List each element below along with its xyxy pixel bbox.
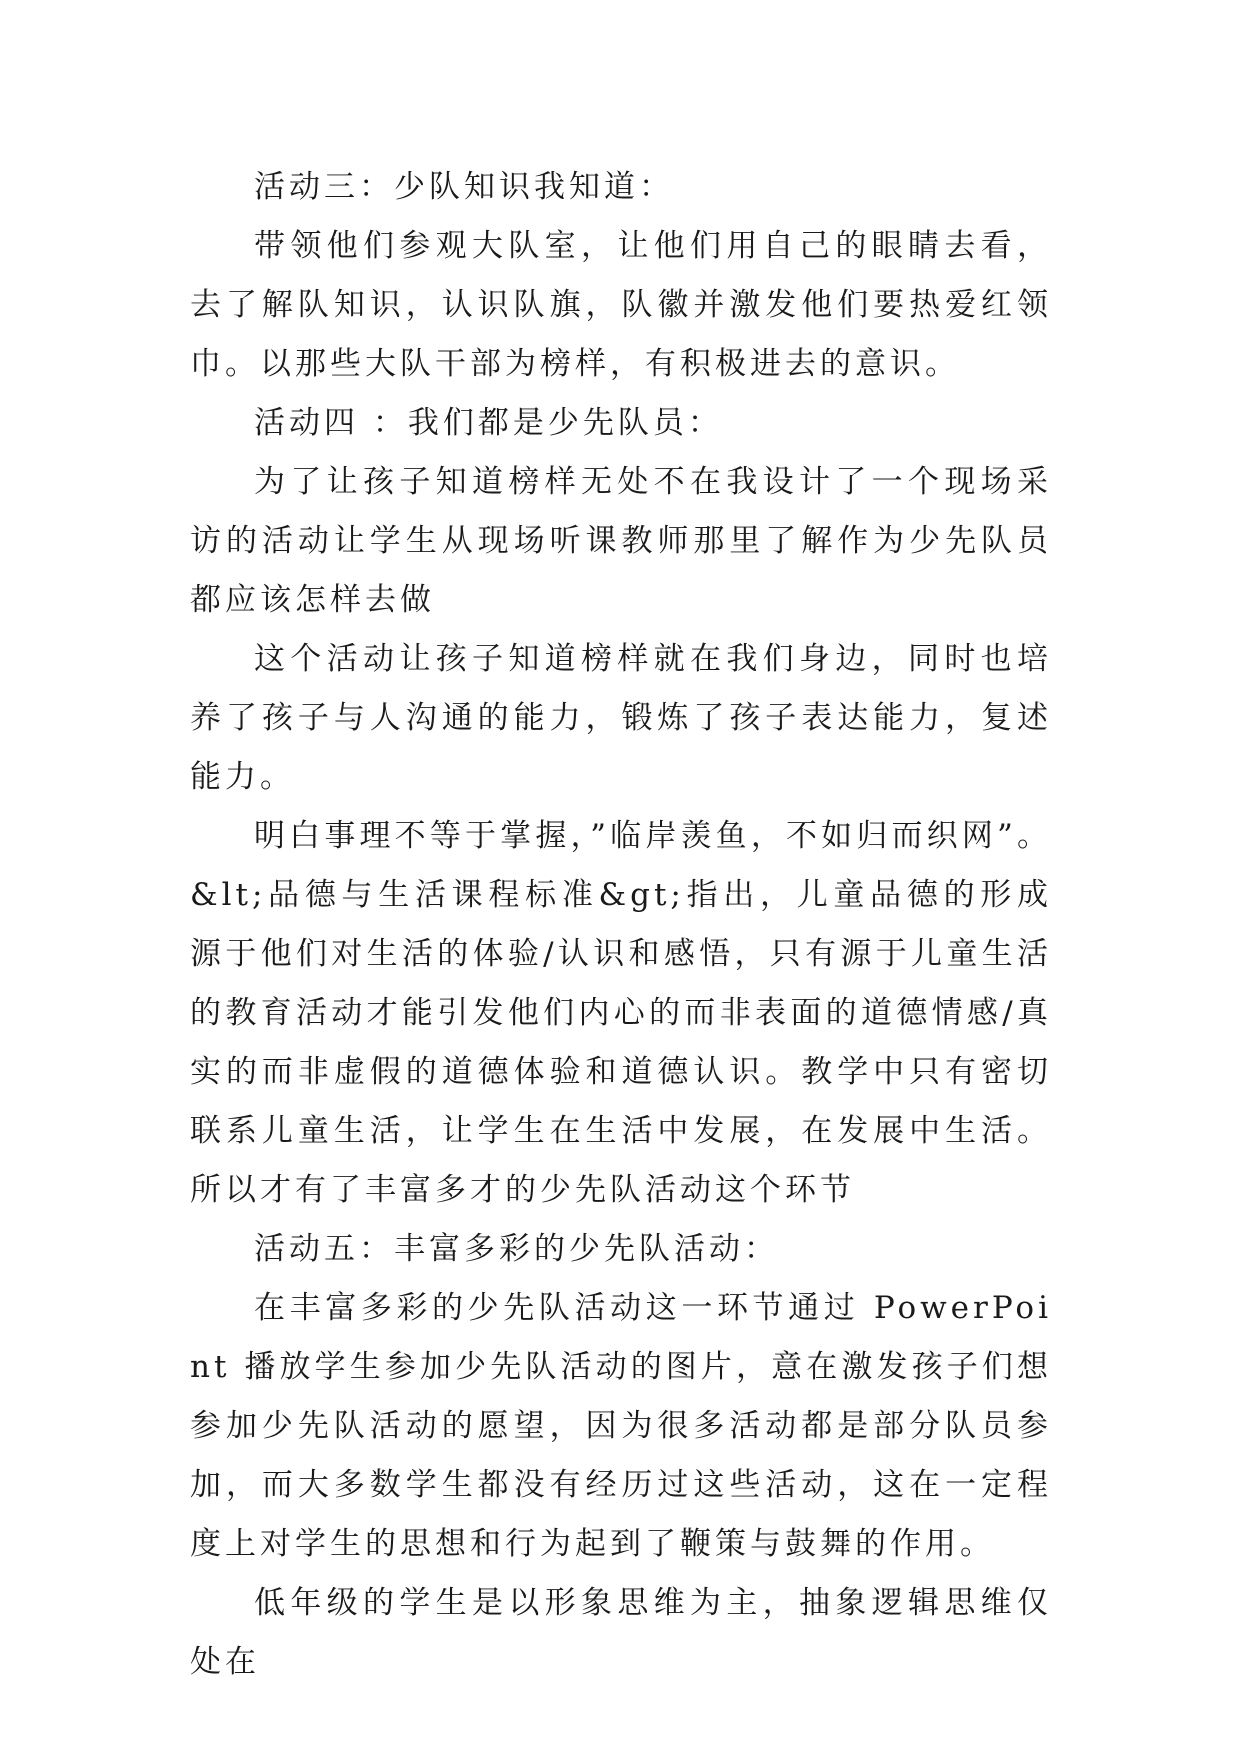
document-body <box>190 158 1052 1692</box>
paragraph-activity-three-heading: 活动三：少队知识我知道： <box>254 169 674 205</box>
paragraph-activity-three-body: 带领他们参观大队室，让他们用自己的眼睛去看，去了解队知识，认识队旗，队徽并激发他们要热爱红领巾。以那些大队干部为榜样，有积极进去的意识。 <box>190 228 1052 382</box>
paragraph-activity-five-body: 在丰富多彩的少先队活动这一环节通过 PowerPoint 播放学生参加少先队活动的图片，意在激发孩子们想参加少先队活动的愿望，因为很多活动都是部分队员参加，而大多数学生都没有经历过这些活动，这在一定程度上对学生的思想和行为起到了鞭策与鼓舞的作用。 <box>190 1290 1052 1562</box>
paragraph-curriculum-standard: 明白事理不等于掌握，”临岸羡鱼，不如归而织网”。&lt;品德与生活课程标准&gt;指出，儿童品德的形成源于他们对生活的体验/认识和感悟，只有源于儿童生活的教育活动才能引发他们内心的而非表面的道德情感/真实的而非虚假的道德体验和道德认识。教学中只有密切联系儿童生活，让学生在生活中发展，在发展中生活。所以才有了丰富多才的少先队活动这个环节 <box>190 818 1052 1208</box>
paragraph-activity-four-heading: 活动四 ：我们都是少先队员： <box>254 405 723 441</box>
paragraph-activity-four-summary: 这个活动让孩子知道榜样就在我们身边，同时也培养了孩子与人沟通的能力，锻炼了孩子表达能力，复述能力。 <box>190 641 1052 795</box>
paragraph-activity-four-body: 为了让孩子知道榜样无处不在我设计了一个现场采访的活动让学生从现场听课教师那里了解作为少先队员都应该怎样去做 <box>190 464 1052 618</box>
paragraph-lower-grade-students: 低年级的学生是以形象思维为主，抽象逻辑思维仅处在 <box>190 1585 1052 1680</box>
paragraph-activity-five-heading: 活动五：丰富多彩的少先队活动： <box>254 1231 779 1267</box>
